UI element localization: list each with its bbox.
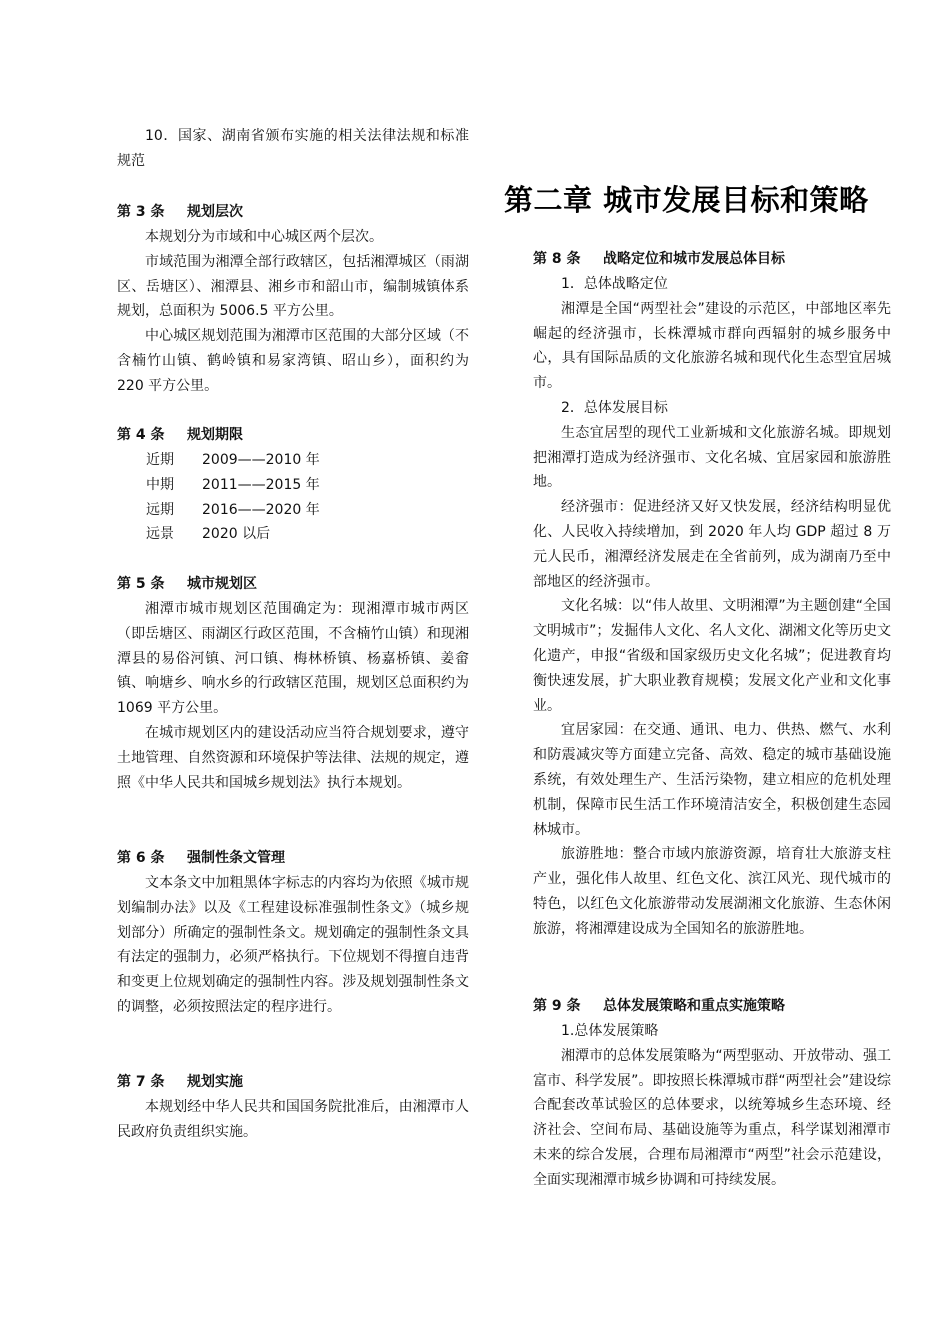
article-title: 总体发展策略和重点实施策略 (603, 998, 785, 1014)
subheading: 2．总体发展目标 (561, 399, 668, 416)
article-number: 第 7 条 (117, 1074, 165, 1090)
paragraph: 经济强市：促进经济又好又快发展，经济结构明显优化、人民收入持续增加，到 2020 年人均 GDP 超过 8 万元人民币，湘潭经济发展走在全省前列，成为湖南乃至中部地区的经济强市。 (533, 499, 891, 590)
period-row (117, 498, 469, 523)
paragraph: 在城市规划区内的建设活动应当符合规划要求，遵守土地管理、自然资源和环境保护等法律、法规的规定，遵照《中华人民共和国城乡规划法》执行本规划。 (117, 724, 469, 791)
article-number: 第 8 条 (533, 251, 581, 267)
paragraph: 宜居家园：在交通、通讯、电力、供热、燃气、水利和防震减灾等方面建立完备、高效、稳定的城市基础设施系统，有效处理生产、生活污染物，建立相应的危机处理机制，保障市民生活工作环境清洁安全，积极创建生态园林城市。 (533, 722, 891, 838)
period-row (117, 448, 469, 473)
paragraph: 湘潭市的总体发展策略为“两型驱动、开放带动、强工富市、科学发展”。即按照长株潭城市群“两型社会”建设综合配套改革试验区的总体要求，以统筹城乡生态环境、经济社会、空间布局、基础设施等为重点，科学谋划湘潭市未来的综合发展，合理布局湘潭市“两型”社会示范建设，全面实现湘潭市城乡协调和可持续发展。 (533, 1047, 891, 1188)
paragraph: 湘潭市城市规划区范围确定为：现湘潭市城市两区（即岳塘区、雨湖区行政区范围，不含楠竹山镇）和现湘潭县的易俗河镇、河口镇、梅林桥镇、杨嘉桥镇、姜畲镇、响塘乡、响水乡的行政辖区范围，规划区总面积约为 1069 平方公里。 (117, 601, 469, 717)
article-4-heading (117, 423, 243, 448)
period-label: 中期 (146, 476, 174, 493)
paragraph: 本规划经中华人民共和国国务院批准后，由湘潭市人民政府负责组织实施。 (117, 1099, 469, 1140)
article-6-heading (117, 846, 285, 871)
article-number: 第 3 条 (117, 204, 165, 220)
subheading: 1．总体战略定位 (561, 276, 668, 292)
article-number: 第 6 条 (117, 850, 165, 866)
article-title: 规划层次 (187, 204, 243, 220)
planning-periods-list (117, 448, 469, 547)
article-title: 战略定位和城市发展总体目标 (603, 251, 785, 267)
article-title: 城市规划区 (187, 576, 257, 592)
article-7-heading (117, 1070, 243, 1095)
article-3-body (117, 225, 469, 399)
article-number: 第 5 条 (117, 576, 165, 592)
period-label: 远景 (146, 526, 174, 543)
paragraph: 湘潭是全国“两型社会”建设的示范区，中部地区率先崛起的经济强市，长株潭城市群向西辐射的城乡服务中心，具有国际品质的文化旅游名城和现代化生态型宜居城市。 (533, 300, 891, 392)
period-label: 近期 (146, 452, 174, 468)
paragraph: 中心城区规划范围为湘潭市区范围的大部分区域（不含楠竹山镇、鹤岭镇和易家湾镇、昭山乡），面积约为 220 平方公里。 (117, 328, 469, 394)
article-9-body (533, 1019, 891, 1193)
article-number: 第 4 条 (117, 427, 165, 443)
article-8-heading (533, 247, 785, 272)
article-9-heading (533, 994, 785, 1019)
period-value: 2016——2020 年 (202, 501, 320, 518)
article-7-body (117, 1095, 469, 1145)
subheading: 1.总体发展策略 (561, 1023, 659, 1039)
paragraph: 市域范围为湘潭全部行政辖区，包括湘潭城区（雨湖区、岳塘区）、湘潭县、湘乡市和韶山市，编制城镇体系规划，总面积为 5006.5 平方公里。 (117, 253, 469, 320)
article-title: 强制性条文管理 (187, 850, 285, 866)
article-3-heading (117, 200, 243, 225)
period-value: 2009——2010 年 (202, 452, 320, 468)
period-value: 2011——2015 年 (202, 476, 320, 493)
paragraph: 生态宜居型的现代工业新城和文化旅游名城。即规划把湘潭打造成为经济强市、文化名城、宜居家园和旅游胜地。 (533, 424, 891, 491)
chapter-title: 第二章 城市发展目标和策略 (504, 183, 869, 217)
legal-basis-item-10: 10．国家、湖南省颁布实施的相关法律法规和标准规范 (117, 128, 469, 169)
article-5-heading (117, 572, 257, 597)
paragraph: 文本条文中加粗黑体字标志的内容均为依照《城市规划编制办法》以及《工程建设标准强制性条文》（城乡规划部分）所确定的强制性条文。规划确定的强制性条文具有法定的强制力，必须严格执行。下位规划不得擅自违背和变更上位规划确定的强制性内容。涉及规划强制性条文的调整，必须按照法定的程序进行。 (117, 875, 469, 1015)
paragraph: 本规划分为市域和中心城区两个层次。 (145, 229, 383, 245)
article-title: 规划实施 (187, 1074, 243, 1090)
period-row (117, 522, 469, 547)
article-5-body (117, 597, 469, 795)
article-number: 第 9 条 (533, 998, 581, 1014)
period-value: 2020 以后 (202, 526, 271, 543)
article-8-body (533, 272, 891, 942)
period-label: 远期 (146, 501, 174, 518)
article-title: 规划期限 (187, 427, 243, 443)
article-6-body (117, 871, 469, 1020)
paragraph: 旅游胜地：整合市域内旅游资源，培育壮大旅游支柱产业，强化伟人故里、红色文化、滨江风光、现代城市的特色，以红色文化旅游带动发展湖湘文化旅游、生态休闲旅游，将湘潭建设成为全国知名的旅游胜地。 (533, 846, 891, 937)
period-row (117, 473, 469, 498)
paragraph: 文化名城：以“伟人故里、文明湘潭”为主题创建“全国文明城市”；发掘伟人文化、名人文化、湖湘文化等历史文化遗产，申报“省级和国家级历史文化名城”；促进教育均衡快速发展，扩大职业教育规模；发展文化产业和文化事业。 (533, 598, 891, 714)
